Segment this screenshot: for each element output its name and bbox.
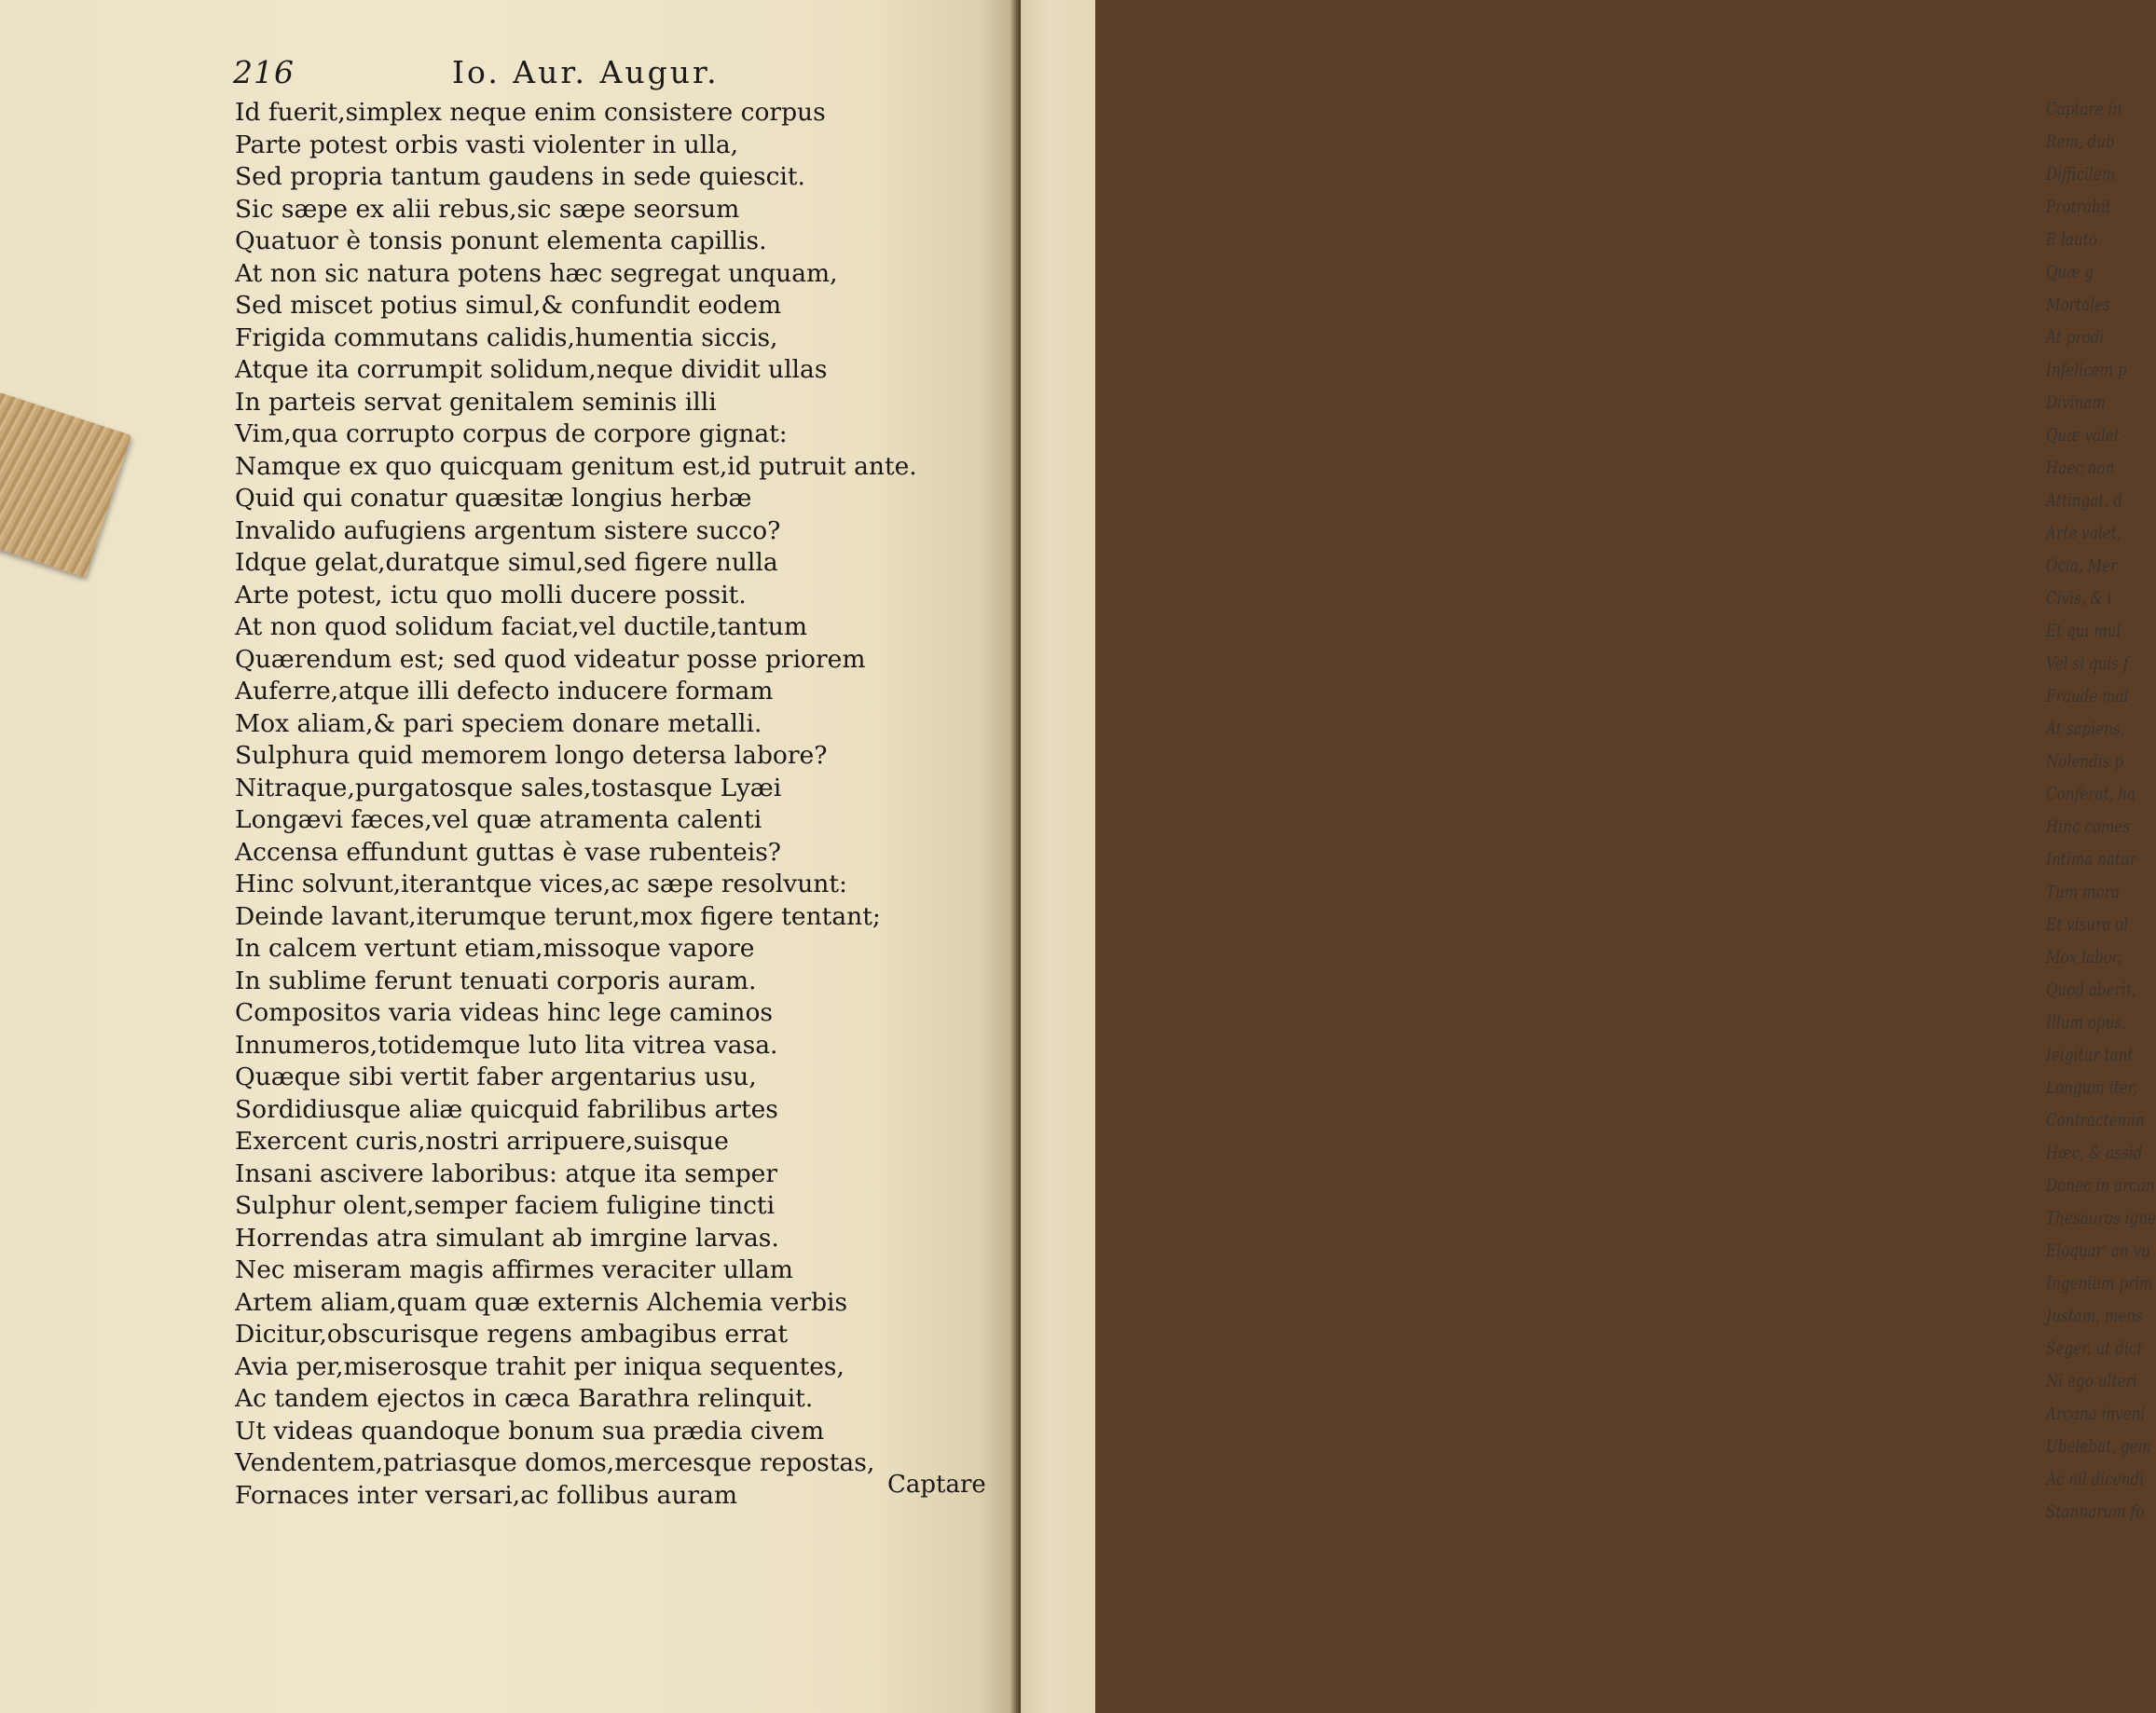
verse-line: Vim,qua corrupto corpus de corpore gignat:	[235, 419, 788, 448]
verse-line: Horrendas atra simulant ab imrgine larvas.	[235, 1223, 779, 1253]
facing-page-line: Stannarum fo	[2046, 1501, 2145, 1522]
verse-line: Frigida commutans calidis,humentia siccis,	[235, 322, 778, 352]
catchword: Captare	[887, 1471, 986, 1499]
verse-line: Id fuerit,simplex neque enim consistere corpus	[235, 98, 826, 127]
ribbon-bookmark	[0, 392, 131, 578]
facing-page-line: At prodi	[2046, 327, 2105, 348]
verse-line: Quatuor è tonsis ponunt elementa capillis.	[235, 226, 767, 255]
facing-page-line: Ocia, Mer	[2046, 555, 2118, 576]
facing-page-line: Illum opus,	[2046, 1012, 2127, 1033]
facing-page-line: Thesauros igne	[2046, 1208, 2156, 1228]
facing-page-line: Captare in	[2046, 99, 2122, 119]
verse-line: Sed propria tantum gaudens in sede quiescit.	[235, 162, 805, 191]
verse-line: At non sic natura potens hæc segregat unquam,	[235, 258, 838, 288]
facing-page-line: Difficilem	[2046, 164, 2116, 185]
verse-line: In sublime ferunt tenuati corporis auram.	[235, 966, 757, 995]
facing-page-line: Divinam	[2046, 392, 2106, 413]
verse-line: Compositos varia videas hinc lege caminos	[235, 998, 773, 1027]
verse-line: Insani ascivere laboribus: atque ita semper	[235, 1158, 778, 1188]
verse-line: At non quod solidum faciat,vel ductile,tantum	[235, 612, 808, 641]
verse-line: Fornaces inter versari,ac follibus auram	[235, 1480, 737, 1510]
verse-line: Avia per,miserosque trahit per iniqua sequentes,	[235, 1351, 845, 1381]
verse-line: Arte potest, ictu quo molli ducere possit.	[235, 580, 747, 610]
facing-page-line: Infelicem p	[2046, 360, 2127, 380]
verse-line: Sed miscet potius simul,& confundit eodem	[235, 291, 782, 320]
verse-line: Artem aliam,quam quæ externis Alchemia verbis	[235, 1287, 848, 1317]
facing-page-line: Protrahit	[2046, 197, 2111, 217]
facing-page-line: Intima natur	[2046, 849, 2137, 870]
facing-page-line: Ubelebat, gem	[2046, 1436, 2152, 1457]
facing-page-line: Civis, & i	[2046, 588, 2112, 609]
facing-page-line: At sapiens,	[2046, 719, 2125, 739]
verse-line: In calcem vertunt etiam,missoque vapore	[235, 934, 755, 963]
facing-page-line: Vel si quis f	[2046, 653, 2129, 674]
facing-page-line: Et visura ol	[2046, 914, 2129, 935]
verse-line: Accensa effundunt guttas è vase rubenteis?	[235, 837, 782, 867]
facing-page-line: Rem, dub	[2046, 131, 2115, 152]
facing-page-line: Ieigitur tant	[2046, 1045, 2134, 1065]
page-header	[233, 54, 783, 95]
verse-line: Vendentem,patriasque domos,mercesque repostas,	[235, 1448, 875, 1477]
book-page	[0, 0, 1021, 1713]
verse-line: Hinc solvunt,iterantque vices,ac sæpe resolvunt:	[235, 870, 847, 898]
facing-page-line: Mortales	[2046, 295, 2110, 315]
facing-page-line: Tum mora	[2046, 882, 2121, 902]
verse-line: Invalido aufugiens argentum sistere succo?	[235, 515, 781, 545]
verse-line: Exercent curis,nostri arripuere,suisque	[235, 1127, 729, 1156]
facing-page-line: Ac nil dicendi	[2046, 1469, 2145, 1489]
facing-page-line: Haec non	[2046, 458, 2115, 478]
verse-line: Quæque sibi vertit faber argentarius usu,	[235, 1062, 757, 1091]
running-title: Io. Aur. Augur.	[452, 54, 720, 90]
verse-line: Longævi fæces,vel quæ atramenta calenti	[235, 805, 762, 834]
verse-line: Auferre,atque illi defecto inducere formam	[235, 677, 774, 706]
verse-line: Parte potest orbis vasti violenter in ulla,	[235, 130, 739, 159]
verse-line: Ut videas quandoque bonum sua prædia civem	[235, 1416, 825, 1446]
facing-page-line: Ni ego ulteri	[2046, 1371, 2137, 1391]
verse-line: Nec miseram magis affirmes veraciter ullam	[235, 1255, 793, 1284]
verse-line: Quid qui conatur quæsitæ longius herbæ	[235, 484, 752, 513]
verse-line: Namque ex quo quicquam genitum est,id putruit ante.	[235, 451, 917, 481]
facing-page-line: Ingenium prim	[2046, 1273, 2153, 1294]
facing-page-line: Arte valet,	[2046, 523, 2122, 543]
facing-page-line: Nolendis p	[2046, 751, 2124, 772]
verse-line: Atque ita corrumpit solidum,neque dividit ullas	[235, 355, 828, 384]
facing-page-line: Fraude mal	[2046, 686, 2129, 706]
verse-line: Sulphur olent,semper faciem fuligine tincti	[235, 1191, 776, 1220]
facing-page-line: Conferat, ha	[2046, 784, 2136, 804]
facing-page-edge	[1021, 0, 2156, 1713]
verse-line: Idque gelat,duratque simul,sed figere nulla	[235, 548, 778, 577]
verse-line: Nitraque,purgatosque sales,tostasque Lyæi	[235, 773, 782, 802]
facing-page-line: Eloquar' an vu	[2046, 1240, 2151, 1261]
facing-page-line: Arcana inveni	[2046, 1404, 2146, 1424]
facing-page-line: E lauto	[2046, 229, 2097, 250]
verse-line: Sic sæpe ex alii rebus,sic sæpe seorsum	[235, 194, 740, 224]
facing-page-line: Mox labor,	[2046, 947, 2122, 967]
verse-text	[235, 97, 917, 1512]
facing-page-line: Hæc, & assid	[2046, 1143, 2143, 1163]
verse-line: Dicitur,obscurisque regens ambagibus errat	[235, 1320, 788, 1349]
facing-page-line: Quod aberit,	[2046, 980, 2136, 1000]
verse-line: Quærendum est; sed quod videatur posse priorem	[235, 644, 866, 674]
facing-page-line: Quæ valet	[2046, 425, 2120, 445]
verse-line: Deinde lavant,iterumque terunt,mox figere tentant;	[235, 901, 881, 931]
book-gutter	[1009, 0, 1021, 1713]
verse-line: In parteis servat genitalem seminis illi	[235, 387, 717, 417]
verse-line: Mox aliam,& pari speciem donare metalli.	[235, 708, 762, 738]
facing-page-text	[2046, 93, 2156, 1528]
facing-page-line: Quæ g	[2046, 262, 2094, 282]
verse-line: Sulphura quid memorem longo detersa labore?	[235, 741, 828, 770]
verse-line: Ac tandem ejectos in cæca Barathra relinquit.	[235, 1384, 814, 1413]
facing-page-line: Justam, mens	[2046, 1306, 2143, 1326]
facing-page-line: Hinc comes	[2046, 816, 2131, 837]
facing-page-line: Donec in arcan	[2046, 1175, 2155, 1196]
facing-page-line: Seger, ut dict	[2046, 1338, 2143, 1359]
facing-page-line: Contractemin	[2046, 1110, 2145, 1131]
facing-page-line: Attingat, d	[2046, 490, 2122, 511]
facing-page-line: Et qui mul	[2046, 621, 2122, 641]
facing-page-line: Longum iter,	[2046, 1077, 2138, 1098]
page-number: 216	[233, 54, 295, 90]
verse-line: Sordidiusque aliæ quicquid fabrilibus artes	[235, 1094, 778, 1124]
verse-line: Innumeros,totidemque luto lita vitrea vasa.	[235, 1030, 778, 1060]
